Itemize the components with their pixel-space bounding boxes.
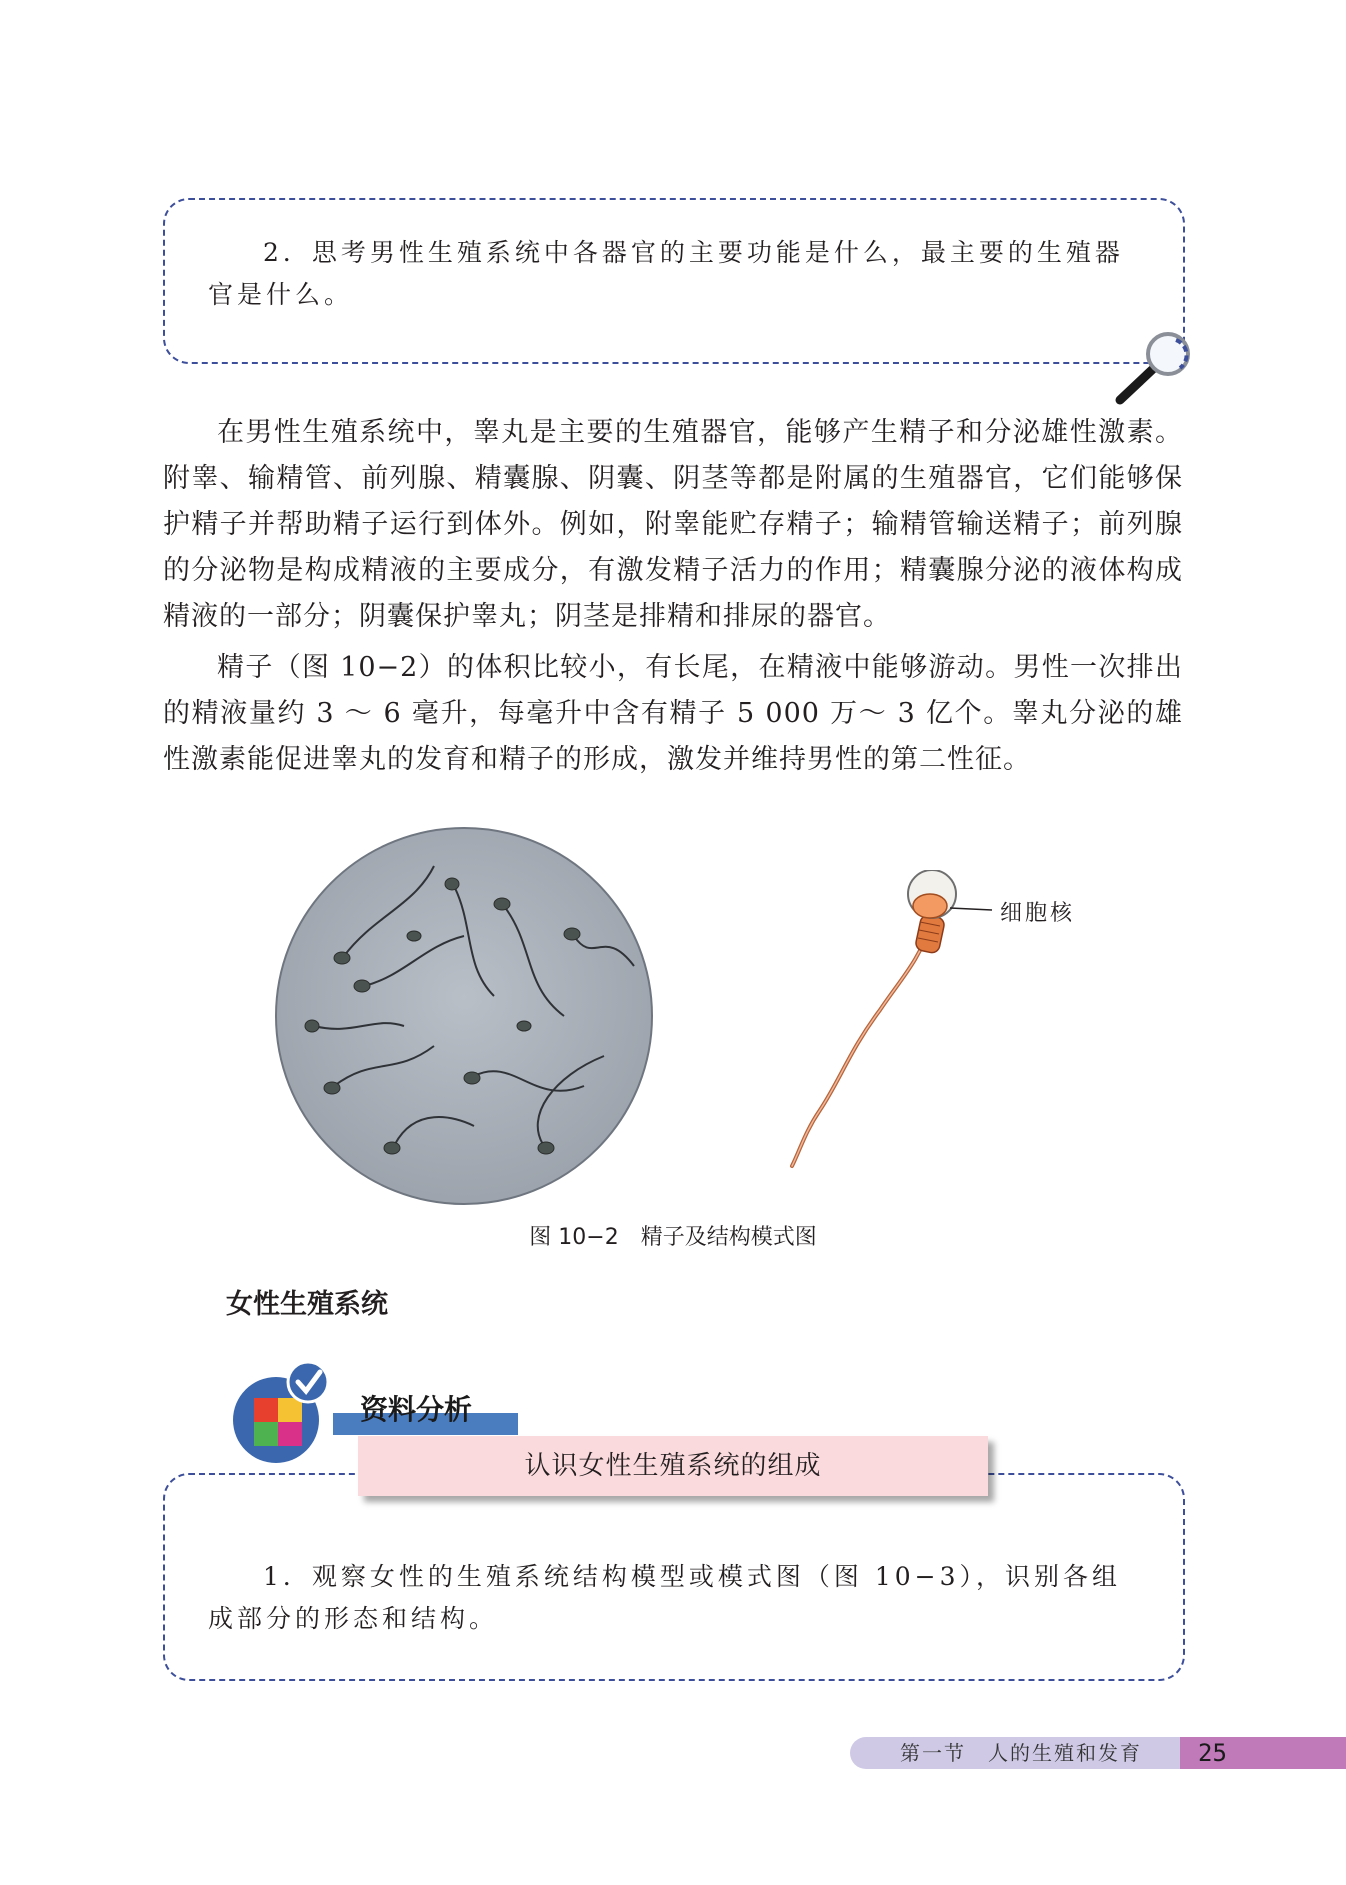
data-analysis-item: 1．观察女性的生殖系统结构模型或模式图（图 10−3），识别各组成部分的形态和结构。 — [208, 1562, 1122, 1633]
page-number: 25 — [1180, 1737, 1346, 1769]
section-heading-female: 女性生殖系统 — [226, 1289, 388, 1320]
magnifier-icon — [1110, 328, 1200, 408]
think-box-text: 2．思考男性生殖系统中各器官的主要功能是什么，最主要的生殖器官是什么。 — [208, 238, 1124, 309]
figure-caption: 图 10−2 精子及结构模式图 — [529, 1225, 817, 1250]
footer-chapter: 第一节 人的生殖和发育 — [900, 1741, 1142, 1765]
paragraph-sperm: 精子（图 10−2）的体积比较小，有长尾，在精液中能够游动。男性一次排出的精液量约 3 ～ 6 毫升，每毫升中含有精子 5 000 万～ 3 亿个。睾丸分泌的雄性激素能促进睾丸的发育和精子的形成，激发并维持男性的第二性征。 — [163, 652, 1183, 775]
paragraph-male-organs: 在男性生殖系统中，睾丸是主要的生殖器官，能够产生精子和分泌雄性激素。附睾、输精管、前列腺、精囊腺、阴囊、阴茎等都是附属的生殖器官，它们能够保护精子并帮助精子运行到体外。例如，附睾能贮存精子；输精管输送精子；前列腺的分泌物是构成精液的主要成分，有激发精子活力的作用；精囊腺分泌的液体构成精液的一部分；阴囊保护睾丸；阴茎是排精和排尿的器官。 — [163, 417, 1183, 632]
banner-title: 认识女性生殖系统的组成 — [358, 1436, 988, 1496]
sperm-structure-diagram — [730, 870, 1010, 1170]
section-label: 资料分析 — [360, 1393, 473, 1426]
nucleus-label: 细胞核 — [1000, 901, 1076, 926]
sperm-micrograph — [274, 826, 654, 1206]
puzzle-check-icon — [226, 1360, 346, 1470]
